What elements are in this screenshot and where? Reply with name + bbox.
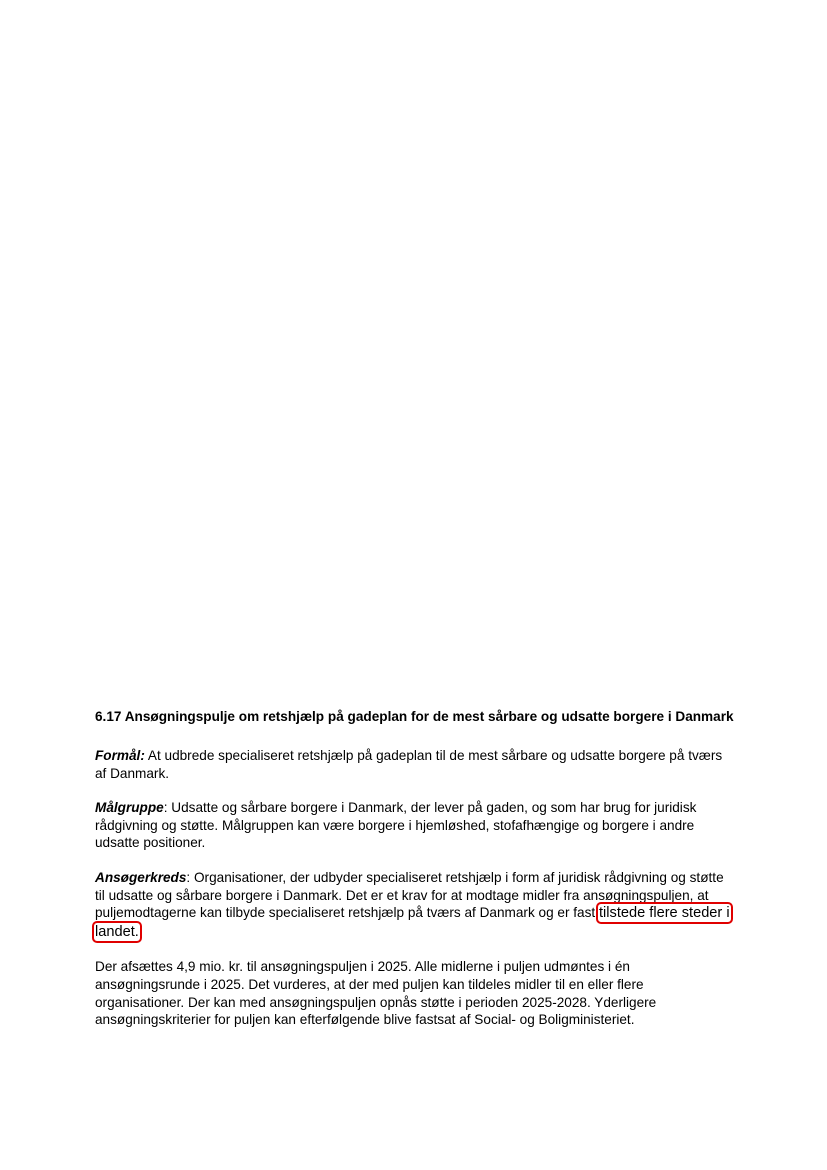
section-heading: 6.17 Ansøgningspulje om retshjælp på gadeplan for de mest sårbare og udsatte borgere i Danmark	[95, 709, 734, 724]
formaal-term: Formål:	[95, 748, 145, 763]
maalgruppe-text: : Udsatte og sårbare borgere i Danmark, der lever på gaden, og som har brug for juridisk rådgivning og støtte. Målgruppen kan være borgere i hjemløshed, stofafhængige og borgere i andre udsatte positioner.	[95, 800, 697, 851]
formaal-text: At udbrede specialiseret retshjælp på gadeplan til de mest sårbare og udsatte borgere på tværs af Danmark.	[95, 748, 723, 781]
document-section	[95, 708, 735, 1046]
maalgruppe-term: Målgruppe	[95, 800, 164, 816]
ansoegerkreds-paragraph	[95, 869, 735, 941]
formaal-paragraph	[95, 747, 735, 782]
highlight-box-1: tilstede flere steder i	[598, 905, 730, 922]
budget-paragraph: Der afsættes 4,9 mio. kr. til ansøgningspuljen i 2025. Alle midlerne i puljen udmøntes i én ansøgningsrunde i 2025. Det vurderes, at der med puljen kan tildeles midler til en eller flere organisationer. Der kan med ansøgningspuljen opnås støtte i perioden 2025-2028. Yderligere ansøgningskriterier for puljen kan efterfølgende blive fastsat af Social- og Boligministeriet.	[95, 959, 657, 1028]
ansoegerkreds-text: : Organisationer, der udbyder specialiseret retshjælp i form af juridisk rådgivning og støtte til udsatte og sårbare borgere i Danmark. Det er et krav for at modtage midler fra ansøgningspuljen, at puljemodtagerne kan tilbyde specialiseret retshjælp på tværs af Danmark og er fast	[95, 869, 724, 921]
highlight-box-2: landet.	[95, 923, 139, 940]
ansoegerkreds-term: Ansøgerkreds	[95, 869, 187, 885]
maalgruppe-paragraph	[95, 799, 735, 852]
